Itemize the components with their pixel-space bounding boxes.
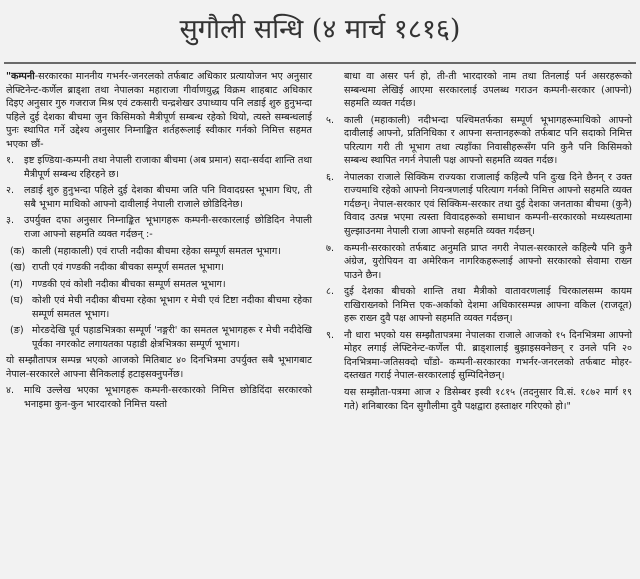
subclause-text: काली (महाकाली) एवं राप्ती नदीका बीचमा रहेका सम्पूर्ण समतल भूभाग। (32, 245, 281, 257)
subclause-ga (6, 278, 312, 292)
clause-text: दुई देशका बीचको शान्ति तथा मैत्रीको वातावरणलाई चिरकालसम्म कायम राखिराख्नको निमित्त एक-अर्काको देशमा अधिकारसम्पन्न आफ्ना वकिल (राजदूत) हरू राख्न दुवै पक्ष आफ्नो सहमति व्यक्त गर्दछन्। (344, 286, 632, 325)
subclause-text: कोशी एवं मेची नदीका बीचमा रहेका भूभाग र मेची एवं टिष्टा नदीका बीचमा रहेका सम्पूर्ण समतल भूभाग। (32, 295, 312, 320)
clause-3 (6, 214, 312, 241)
subclause-kha (6, 261, 312, 275)
subclause-nga (6, 324, 312, 351)
clause-4 (6, 384, 312, 411)
preamble-paragraph (6, 70, 312, 151)
clause-number: ९. (326, 329, 335, 341)
withdrawal-paragraph: यो सम्झौतापत्र सम्पन्न भएको आजको मितिबाट ४० दिनभित्रमा उपर्युक्त सबै भूभागबाट नेपाल-सरकारले आफ्ना सैनिकलाई हटाइसक्नुपर्नेछ। (6, 355, 312, 380)
preamble-lead: "कम्पनी (6, 71, 35, 82)
clause-number: ३. (6, 215, 15, 227)
page-title: सुगौली सन्धि (४ मार्च १८१६) (179, 14, 461, 45)
clause-text: नेपालका राजाले सिक्किम राज्यका राजालाई कहिल्यै पनि दुःख दिने छैनन् र उक्त राज्यमाथि रहेको आफ्नो नियन्त्रणलाई परित्याग गर्नको निमित्त आफ्नो सहमति व्यक्त गर्दछन्। नेपाल-सरकार एवं सिक्किम-सरकार तथा दुई देशका जनताका बीचमा (कुनै) विवाद उत्पन्न भएमा त्यस्ता विवादहरूको समाधान कम्पनी-सरकारको मध्यस्थतामा सुल्झाउनमा नेपाली राजा आफ्नो सहमति व्यक्त गर्दछन्। (344, 171, 632, 238)
subclause-gha (6, 294, 312, 321)
right-column (326, 70, 632, 416)
subclause-letter: (ग) (10, 278, 23, 290)
clause-text: कम्पनी-सरकारको तर्फबाट अनुमति प्राप्त नगरी नेपाल-सरकारले कहिल्यै पनि कुनै अंग्रेज, युरोपियन वा अमेरिकन नागरिकहरूलाई आफ्नो सरकारको सेवामा राख्न पाउने छैन। (344, 242, 632, 281)
clause-number: ५. (326, 114, 335, 126)
clause-9 (326, 329, 632, 383)
subclause-letter: (ङ) (10, 325, 24, 337)
clause-8 (326, 285, 632, 326)
subclause-letter: (घ) (10, 295, 24, 307)
clause-number: ७. (326, 242, 335, 254)
clause-text: इष्ट इण्डिया-कम्पनी तथा नेपाली राजाका बीचमा (अब प्रमान) सदा-सर्वदा शान्ति तथा मैत्रीपूर्ण सम्बन्ध रहिरहने छ। (24, 155, 312, 180)
subclause-letter: (क) (10, 245, 25, 257)
title-divider (4, 62, 636, 64)
subclause-text: गण्डकी एवं कोशी नदीका बीचका सम्पूर्ण समतल भूभाग। (32, 278, 226, 290)
clause-number: ४. (6, 385, 15, 397)
clause-number: ८. (326, 286, 335, 298)
clause-number: २. (6, 185, 15, 197)
subclause-letter: (ख) (10, 262, 26, 274)
preamble-text: -सरकारका माननीय गभर्नर-जनरलको तर्फबाट अधिकार प्रत्यायोजन भए अनुसार लेफ्टिनेन्ट-कर्णेल ब्राड्शा तथा नेपालका महाराजा गीर्वाणयुद्ध विक्रम शाहबाट अधिकार दिइए अनुसार गुरु गजराज मिश्र एवं टकसारी चन्द्रशेखर उपाध्याय पनि लडाई शुरु हुनुभन्दा पहिले दुई देशका बीचमा जुन किसिमको मैत्रीपूर्ण सम्बन्ध रहेको थियो, त्यस्ते सम्बन्धलाई पुनः स्थापित गर्ने उद्देश्य अनुसार निम्नाङ्कित शर्तहरूलाई स्वीकार गर्नको निमित्त सहमत भएका छौं- (6, 71, 312, 150)
subclause-text: मोरङदेखि पूर्व पहाडभित्रका सम्पूर्ण 'नङ्गरी' का समतल भूभागहरू र मेची नदीदेखि पूर्वका नगरकोट लगायतका पहाडी क्षेत्रभित्रका सम्पूर्ण भूभाग। (32, 325, 312, 350)
clause-number: ६. (326, 171, 335, 183)
clause-5 (326, 114, 632, 168)
clause-text: लडाई शुरु हुनुभन्दा पहिले दुई देशका बीचमा जति पनि विवादग्रस्त भूभाग थिए, ती सबै भूभाग माथिको आफ्नो दावीलाई नेपाली राजाले छोडिदिनेछ। (24, 185, 312, 210)
subclause-text: राप्ती एवं गण्डकी नदीका बीचका सम्पूर्ण समतल भूभाग। (32, 262, 225, 274)
left-column (6, 70, 312, 415)
clause-2 (6, 184, 312, 211)
closing-paragraph: यस सम्झौता-पत्रमा आज २ डिसेम्बर इस्वी १८१५ (तदनुसार वि.सं. १८७२ मार्ग १९ गते) शनिबारका दिन सुगौलीमा दुवै पक्षद्वारा हस्ताक्षर गरिएको हो।" (344, 387, 632, 412)
clause-1 (6, 154, 312, 181)
clause-number: १. (6, 155, 15, 167)
clause-text: माथि उल्लेख भएका भूभागहरू कम्पनी-सरकारको निमित्त छोडिदिंदा सरकारको भनाइमा कुन-कुन भारदारको निमित्त यस्तो (24, 385, 312, 411)
clause-text: नौ धारा भएको यस सम्झौतापत्रमा नेपालका राजाले आजको १५ दिनभित्रमा आफ्नो मोहर लगाई लेफ्टिनेन्ट-कर्णेल पी. ब्राड्शालाई बुझाइसक्नेछन् र उनले पनि २० दिनभित्रमा-जतिसक्दो चाँडो- कम्पनी-सरकारका गभर्नर-जनरलको तर्फबाट मोहर-दस्तखत गराई नेपाल-सरकारलाई सुम्पिदिनेछन्। (344, 329, 632, 382)
clause-6 (326, 171, 632, 239)
clause-text: काली (महाकाली) नदीभन्दा पश्चिमतर्फका सम्पूर्ण भूभागहरूमाथिको आफ्नो दावीलाई आफ्नो, प्रतिनिधिका र आफ्ना सन्तानहरूको तर्फबाट पनि सदाको निमित्त परित्याग गरी ती भूभाग तथा त्यहाँका निवासीहरूसँग पनि कुनै पनि किसिमको सम्बन्ध स्थापित नगर्न नेपाली पक्ष आफ्नो सहमति व्यक्त गर्दछ। (344, 114, 632, 167)
subclause-ka (6, 245, 312, 259)
clause-text: उपर्युक्त दफा अनुसार निम्नाङ्कित भूभागहरू कम्पनी-सरकारलाई छोडिदिन नेपाली राजा आफ्नो सहमति व्यक्त गर्दछन् :- (24, 215, 312, 241)
clause-7 (326, 242, 632, 283)
clause-4-continued: बाधा वा असर पर्न हो, ती-ती भारदारको नाम तथा तिनलाई पर्न असरहरूको सम्बन्धमा लेखिई आएमा सरकारलाई उपलब्ध गराउन कम्पनी-सरकार (आफ्नो) सहमति व्यक्त गर्दछ। (344, 71, 632, 110)
